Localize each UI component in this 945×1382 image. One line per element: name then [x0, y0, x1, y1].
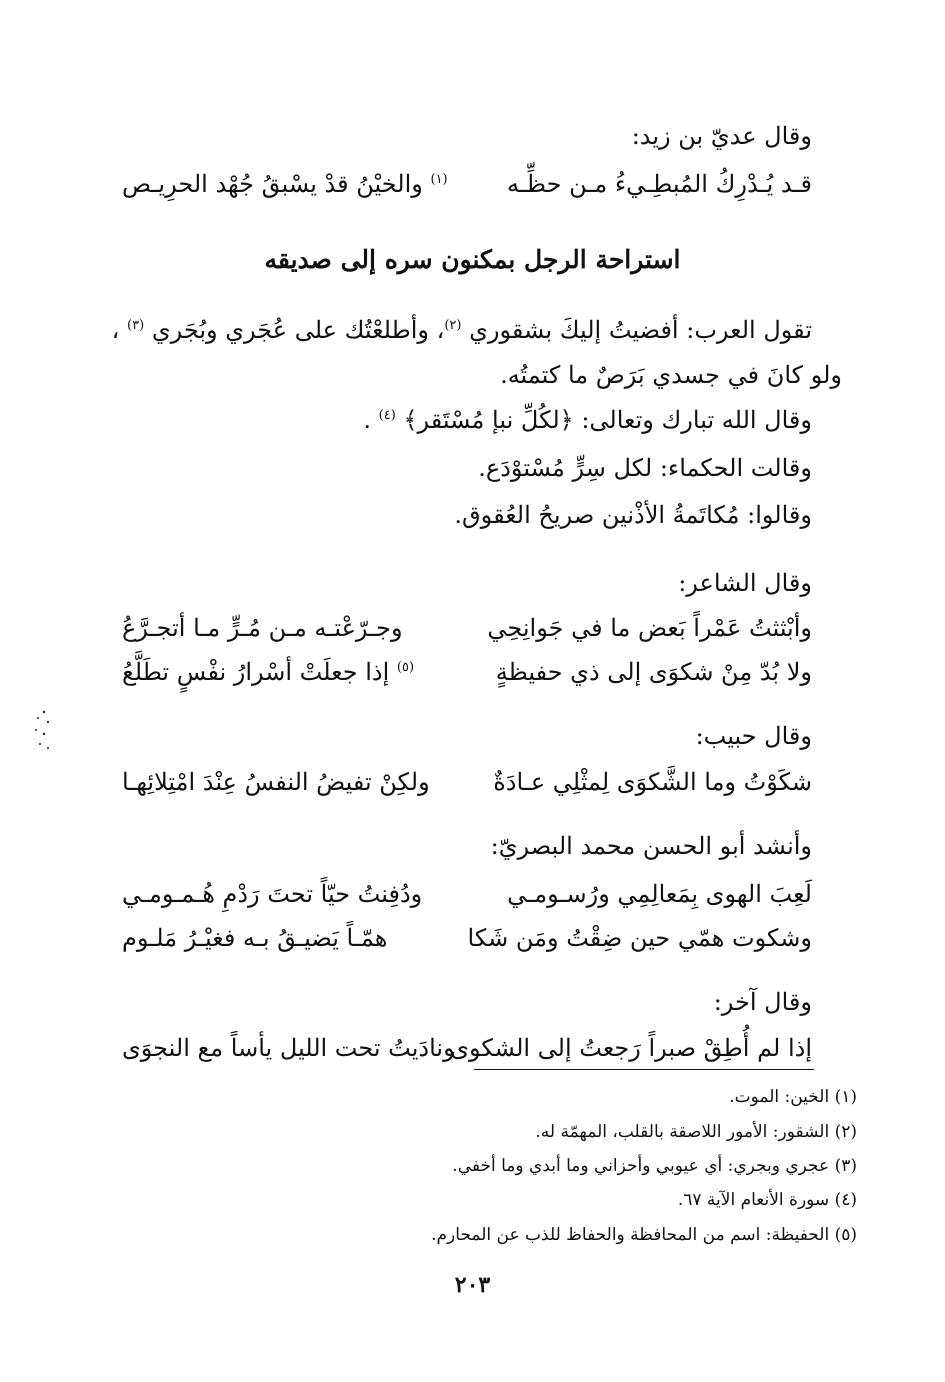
footnote-ref-1: (١) [430, 172, 448, 187]
margin-specks [30, 708, 60, 758]
para1-line2: ولو كانَ في جسدي بَرَصٌ ما كتمتُه. [500, 361, 842, 389]
footnote-1: (١) الخين: الموت. [729, 1087, 857, 1107]
footnote-5: (٥) الحفيظة: اسم من المحافظة والحفاظ للذب عن المحارم. [431, 1225, 857, 1245]
verse-poet-2 [122, 652, 812, 692]
footnote-separator [474, 1069, 814, 1070]
verse-basri-2 [122, 918, 812, 958]
footnote-3: (٣) عجري وبجري: أي عيوبي وأحزاني وما أبدي وما أخفي. [452, 1156, 857, 1176]
verse-basri-1 [122, 874, 812, 914]
wise-saying: وقالت الحكماء: لكل سِرٍّ مُسْتوْدَع. [478, 454, 812, 482]
intro-basri: وأنشد أبو الحسن محمد البصريّ: [490, 832, 812, 860]
page-number: ٢٠٣ [454, 1272, 491, 1298]
verse-basri-2-right: وشكوت همّي حين ضِقْتُ ومَن شَكا [467, 924, 812, 952]
footnote-ref-4: (٤) [378, 408, 396, 423]
footnote-2: (٢) الشقور: الأمور اللاصقة بالقلب، المهمّة له. [535, 1122, 857, 1142]
verse-habib-left: ولكِنْ تفيضُ النفسُ عِنْدَ امْتِلائِهـا [122, 768, 430, 796]
intro-akhar: وقال آخر: [713, 988, 812, 1016]
verse-habib [122, 762, 812, 802]
verse-poet-2-left: إذا جعلَتْ أسْرارُ نفْسٍ تطَلَّعُ [122, 658, 390, 686]
verse-poet-1-left: وجـرّعْتـه مـن مُـرٍّ مـا أتجـرَّعُ [122, 614, 403, 642]
para1-line1: تقول العرب: أفضيتُ إليكَ بشقوري $^{(٢)}$، وأطلعْتُك على عُجَري وبُجَري $^{(٣)}$ ، [111, 316, 812, 344]
verse-akhar-left: ونادَيتُ تحت الليل يأساً مع النجوَى [122, 1034, 455, 1062]
intro-poet: وقال الشاعر: [678, 569, 812, 597]
intro-habib: وقال حبيب: [695, 722, 812, 750]
section-heading: استراحة الرجل بمكنون سره إلى صديقه [264, 245, 681, 274]
verse-poet-1-right: وأبْثثتُ عَمْراً بَعض ما في جَوانِحِي [487, 614, 812, 642]
quran-line: وقال الله تبارك وتعالى: ﴿لكُلِّ نبإ مُسْتَقر﴾ $^{(٤)}$ . [363, 406, 812, 434]
footnote-ref-2: (٢) [444, 318, 462, 333]
verse-poet-1 [122, 608, 812, 648]
footnote-ref-3: (٣) [127, 318, 145, 333]
verse-basri-1-right: لَعِبَ الهوى بِمَعالِمِي ورُسـومـي [507, 880, 812, 908]
footnote-ref-5: (٥) [396, 660, 415, 675]
verse-adi-left-wrap [122, 164, 448, 204]
verse-akhar [122, 1028, 812, 1068]
verse-habib-right: شكَوْتُ وما الشَّكوَى لِمثْلِي عـادَةٌ [493, 768, 812, 796]
footnote-4: (٤) سورة الأنعام الآية ٦٧. [677, 1190, 857, 1210]
verse-adi-right: قـد يُـدْرِكُ المُبطِـيءُ مـن حظِّـه [507, 170, 812, 198]
verse-adi-left: والخيْنُ قدْ يسْبقُ جُهْد الحرِيـص [122, 170, 423, 198]
qalu-saying: وقالوا: مُكاتَمةُ الأذْنين صريحُ العُقوق. [454, 501, 812, 529]
verse-akhar-right: إذا لم أُطِقْ صبراً رَجعتُ إلى الشكوى [450, 1034, 812, 1062]
verse-basri-1-left: ودُفِنتُ حيّاً تحتَ رَدْمِ هُـمـومـي [122, 880, 423, 908]
intro-adi: وقال عديّ بن زيد: [631, 122, 812, 150]
verse-poet-2-right: ولا بُدّ مِنْ شكوَى إلى ذي حفيظةٍ [495, 658, 812, 686]
quran-text: وقال الله تبارك وتعالى: ﴿لكُلِّ نبإ مُسْتَقر﴾ [403, 406, 812, 434]
verse-poet-2-left-wrap [122, 652, 414, 692]
verse-adi [122, 164, 812, 204]
verse-basri-2-left: همّـاً يَضيـقُ بـه فغيْـرُ مَلـوم [122, 924, 388, 952]
